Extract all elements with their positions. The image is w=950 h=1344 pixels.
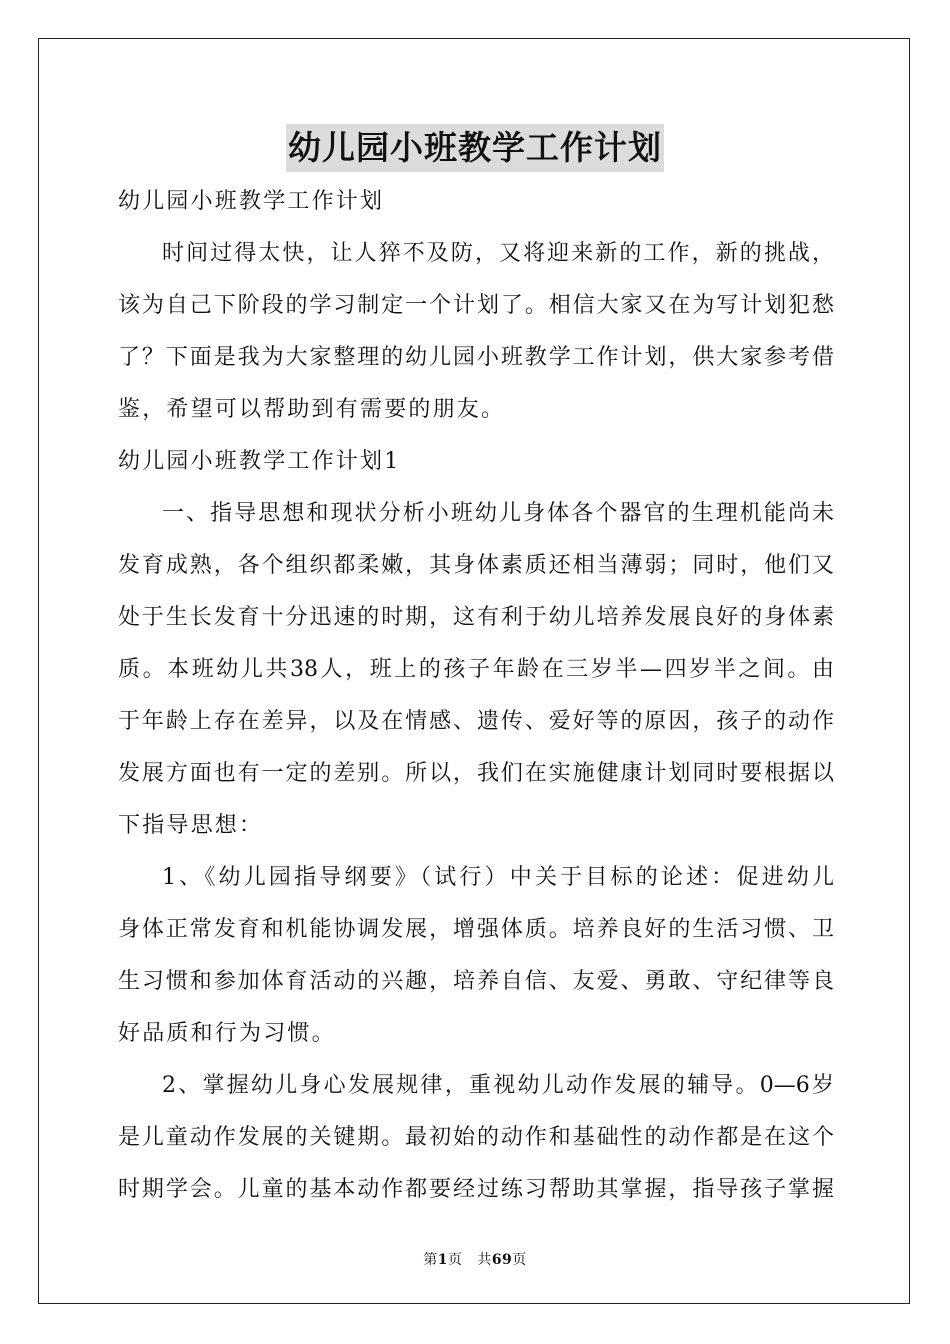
document-body xyxy=(118,176,834,1216)
paragraph-line: 好品质和行为习惯。 xyxy=(118,1021,336,1046)
paragraph-line: 是儿童动作发展的关键期。最初始的动作和基础性的动作都是在这个 xyxy=(118,1125,834,1150)
intro-line: 了？下面是我为大家整理的幼儿园小班教学工作计划，供大家参考借 xyxy=(118,345,834,370)
intro-line: 该为自己下阶段的学习制定一个计划了。相信大家又在为写计划犯愁 xyxy=(118,293,834,318)
paragraph-line: 2、掌握幼儿身心发展规律，重视幼儿动作发展的辅导。0—6岁 xyxy=(162,1073,834,1098)
paragraph-line: 质。本班幼儿共38人，班上的孩子年龄在三岁半—四岁半之间。由 xyxy=(118,657,834,682)
paragraph-line: 身体正常发育和机能协调发展，增强体质。培养良好的生活习惯、卫 xyxy=(118,917,834,942)
page-number: 1 xyxy=(437,1252,448,1268)
paragraph-line: 时期学会。儿童的基本动作都要经过练习帮助其掌握，指导孩子掌握 xyxy=(118,1177,834,1202)
subtitle-line: 幼儿园小班教学工作计划 xyxy=(118,189,385,214)
paragraph-line: 一、指导思想和现状分析小班幼儿身体各个器官的生理机能尚未 xyxy=(162,501,834,526)
page-prefix: 第 xyxy=(423,1252,438,1268)
paragraph-line: 于年龄上存在差异，以及在情感、遗传、爱好等的原因，孩子的动作 xyxy=(118,709,834,734)
section-heading: 幼儿园小班教学工作计划1 xyxy=(118,449,401,474)
title-container xyxy=(0,124,950,172)
paragraph-line: 处于生长发育十分迅速的时期，这有利于幼儿培养发展良好的身体素 xyxy=(118,605,834,630)
intro-line: 时间过得太快，让人猝不及防，又将迎来新的工作，新的挑战， xyxy=(162,241,834,266)
paragraph-line: 生习惯和参加体育活动的兴趣，培养自信、友爱、勇敢、守纪律等良 xyxy=(118,969,834,994)
page-suffix: 页 xyxy=(447,1252,463,1268)
total-pages: 69 xyxy=(491,1252,513,1268)
document-title: 幼儿园小班教学工作计划 xyxy=(286,124,664,172)
total-suffix: 页 xyxy=(512,1252,527,1268)
total-prefix: 共 xyxy=(477,1252,492,1268)
paragraph-line: 发展方面也有一定的差别。所以，我们在实施健康计划同时要根据以 xyxy=(118,761,834,786)
intro-line: 鉴，希望可以帮助到有需要的朋友。 xyxy=(118,397,506,422)
page-footer xyxy=(0,1250,950,1270)
paragraph-line: 1、《幼儿园指导纲要》（试行）中关于目标的论述：促进幼儿 xyxy=(162,865,834,890)
paragraph-line: 下指导思想： xyxy=(118,813,264,838)
paragraph-line: 发育成熟，各个组织都柔嫩，其身体素质还相当薄弱；同时，他们又 xyxy=(118,553,834,578)
